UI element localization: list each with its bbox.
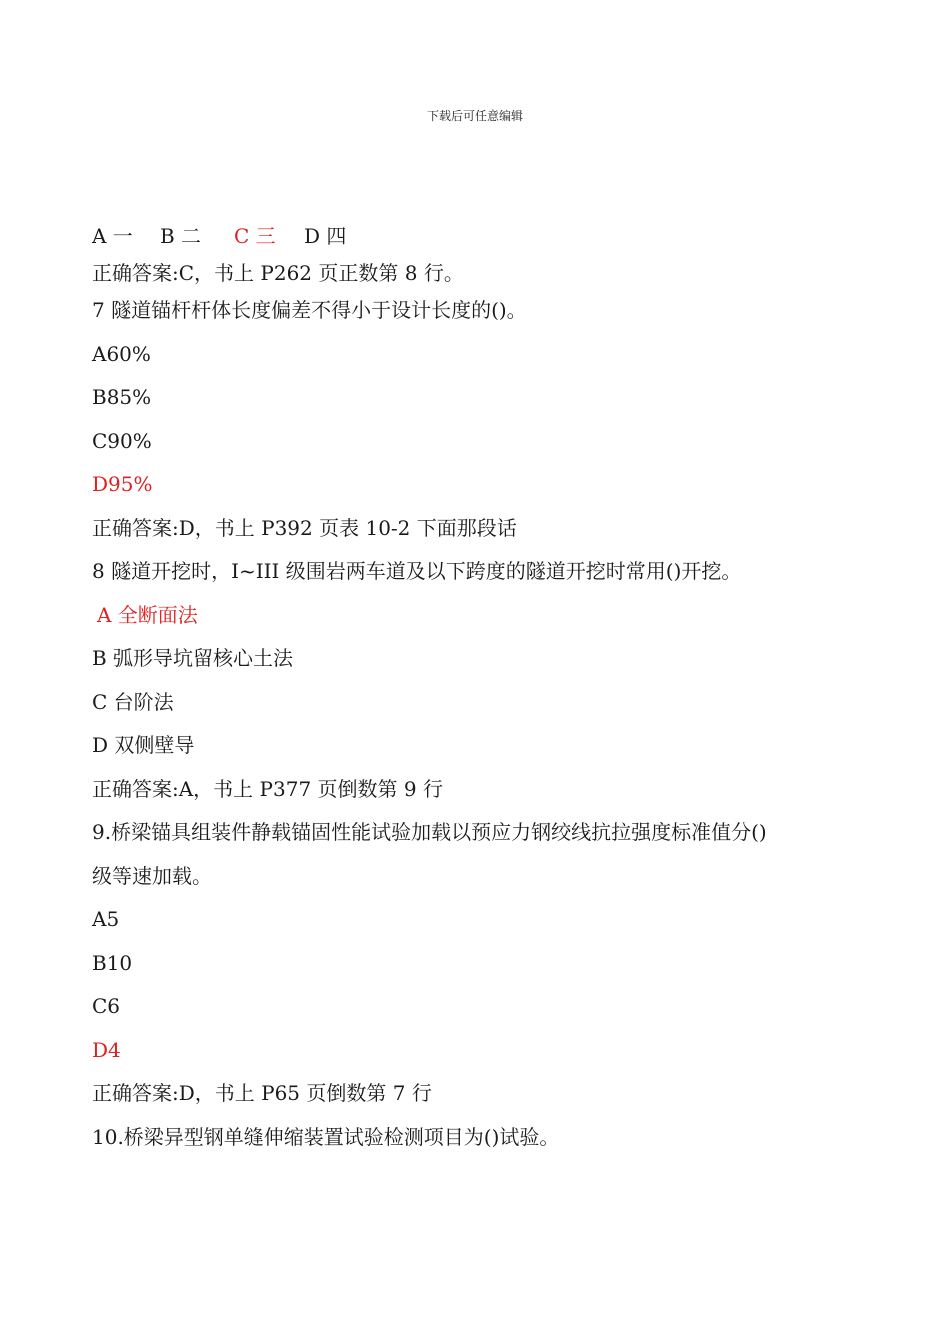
q6-option-c-correct: C 三 (234, 224, 276, 248)
q9-option-c: C6 (92, 994, 121, 1018)
q6-option-d: D 四 (304, 224, 347, 248)
q10-question: 10.桥梁异型钢单缝伸缩装置试验检测项目为()试验。 (92, 1124, 560, 1149)
q6-option-b: B 二 (160, 224, 202, 248)
q9-question-line1: 9.桥梁锚具组装件静载锚固性能试验加载以预应力钢绞线抗拉强度标准值分() (92, 820, 767, 844)
q9-answer: 正确答案:D，书上 P65 页倒数第 7 行 (92, 1081, 432, 1105)
q8-option-d: D 双侧壁导 (92, 733, 195, 757)
q8-option-b: B 弧形导坑留核心土法 (92, 646, 294, 670)
q8-option-c: C 台阶法 (92, 689, 174, 714)
q7-option-b: B85% (92, 385, 152, 409)
q7-option-d-correct: D95% (92, 472, 153, 496)
q9-option-b: B10 (92, 950, 133, 975)
q9-option-d-correct: D4 (92, 1037, 121, 1062)
q7-option-a: A60% (92, 341, 151, 366)
q8-question: 8 隧道开挖时，I~III 级围岩两车道及以下跨度的隧道开挖时常用()开挖。 (92, 559, 742, 583)
q8-answer: 正确答案:A，书上 P377 页倒数第 9 行 (92, 776, 443, 801)
q6-option-a: A 一 (92, 224, 133, 248)
q8-option-a-correct: A 全断面法 (97, 602, 198, 627)
q9-question-line2: 级等速加载。 (92, 863, 212, 888)
q6-options-row (92, 222, 872, 250)
q7-answer: 正确答案:D，书上 P392 页表 10-2 下面那段话 (92, 515, 517, 540)
page-header: 下载后可任意编辑 (426, 109, 523, 123)
q7-option-c: C90% (92, 428, 152, 453)
q9-option-a: A5 (92, 907, 120, 931)
q7-question: 7 隧道锚杆杆体长度偏差不得小于设计长度的()。 (92, 298, 527, 322)
document-body (92, 222, 872, 1166)
q6-answer: 正确答案:C，书上 P262 页正数第 8 行。 (92, 261, 464, 285)
